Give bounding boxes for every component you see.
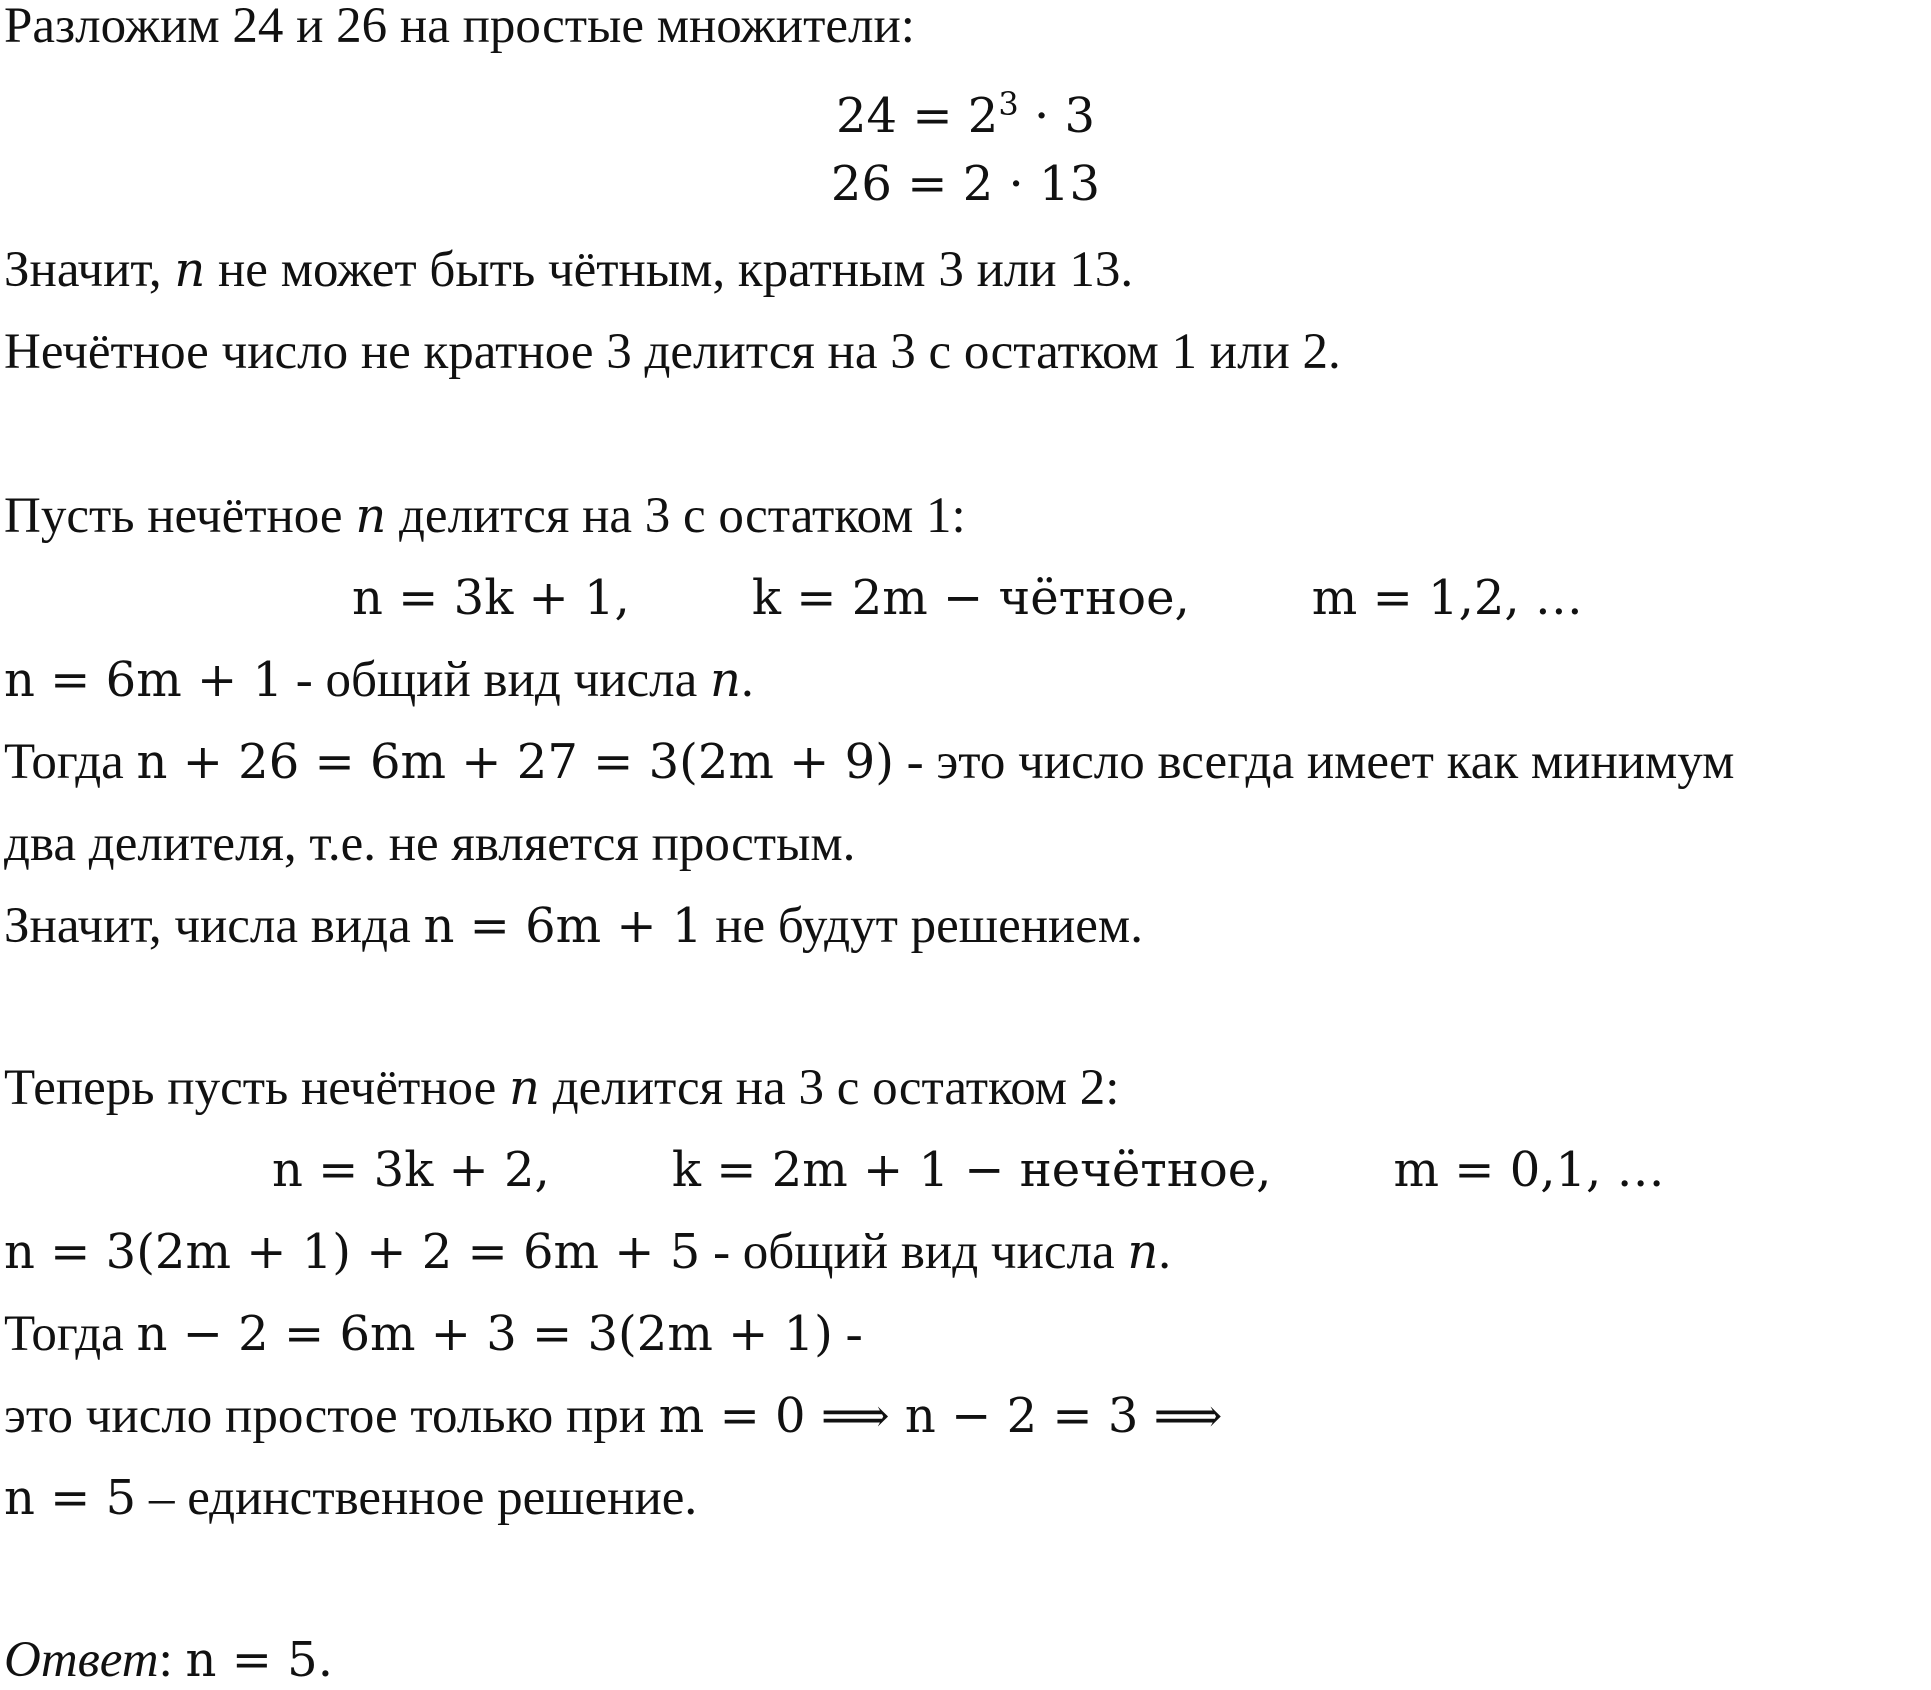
case1-conclusion: Значит, числа вида n = 6m + 1 не будут решением. — [4, 898, 1143, 954]
answer-label: Ответ — [4, 1632, 159, 1688]
case1-formula: n = 3k + 1, k = 2m − чётное, m = 1,2, … — [352, 570, 1583, 626]
case1-general-form: n = 6m + 1 - общий вид числа n. — [4, 652, 754, 708]
remainder-statement: Нечётное число не кратное 3 делится на 3 с остатком 1 или 2. — [4, 324, 1341, 380]
case2-prime-line: это число простое только при m = 0 ⟹ n − 2 = 3 ⟹ — [4, 1388, 1223, 1444]
intro-line — [4, 0, 915, 56]
conclusion-parity-line: Значит, n не может быть чётным, кратным 3 или 13. — [4, 242, 1134, 298]
answer-line: Ответ: n = 5. — [4, 1632, 333, 1688]
intro-text: Разложим 24 и 26 на простые множители: — [4, 0, 915, 54]
case2-general-form: n = 3(2m + 1) + 2 = 6m + 5 - общий вид числа n. — [4, 1224, 1172, 1280]
factorization-26: 26 = 2 · 13 — [830, 156, 1101, 212]
answer-value: n = 5. — [185, 1632, 333, 1688]
case1-heading: Пусть нечётное n делится на 3 с остатком 1: — [4, 488, 966, 544]
unique-solution-line: n = 5 – единственное решение. — [4, 1470, 698, 1526]
case1-divisors-line: два делителя, т.е. не является простым. — [4, 816, 856, 872]
case2-formula: n = 3k + 2, k = 2m + 1 − нечётное, m = 0,1, … — [272, 1142, 1665, 1198]
factorization-24: $24 = 2^3 \cdot 3$ — [835, 85, 1096, 144]
case1-then-line: Тогда n + 26 = 6m + 27 = 3(2m + 9) - это число всегда имеет как минимум — [4, 734, 1735, 790]
case2-then-line: Тогда n − 2 = 6m + 3 = 3(2m + 1) - — [4, 1306, 863, 1362]
case2-heading: Теперь пусть нечётное n делится на 3 с остатком 2: — [4, 1060, 1120, 1116]
